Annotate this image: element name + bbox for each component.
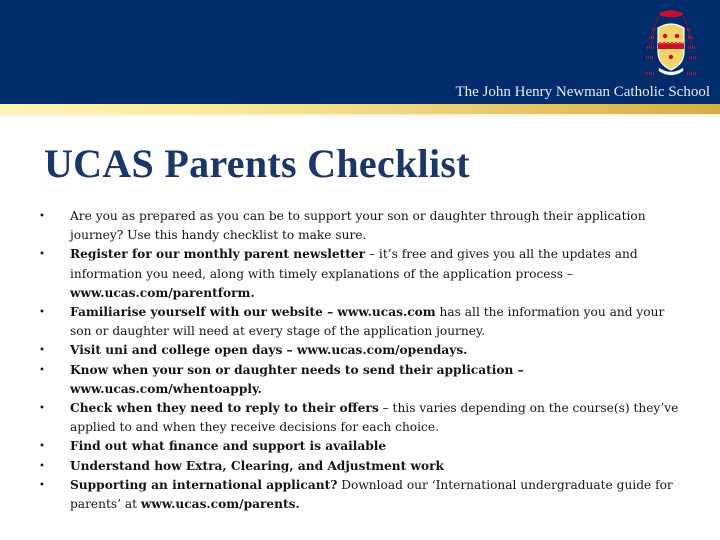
bullet-icon: • bbox=[39, 345, 45, 357]
item-text: Download our ‘International undergraduate guide for parents’ at bbox=[70, 477, 673, 512]
list-item bbox=[36, 303, 686, 341]
list-item bbox=[36, 207, 686, 245]
item-text-bold: Find out what finance and support is available bbox=[70, 439, 387, 454]
item-text: – it’s free and gives you all the updates and information you need, along with timely explanations of the application process – bbox=[70, 247, 638, 281]
item-text-bold: Understand how Extra, Clearing, and Adjustment work bbox=[70, 458, 444, 473]
item-text-bold[interactable]: Familiarise yourself with our website – www.ucas.com bbox=[70, 305, 436, 320]
list-item bbox=[36, 361, 686, 399]
item-text-bold: Supporting an international applicant? bbox=[70, 477, 338, 492]
school-crest-icon bbox=[641, 6, 701, 82]
item-text-bold: Check when they need to reply to their offers bbox=[70, 401, 379, 416]
bullet-icon: • bbox=[39, 441, 45, 453]
page-title: UCAS Parents Checklist bbox=[44, 141, 470, 186]
link-parents[interactable]: www.ucas.com/parents. bbox=[140, 497, 300, 512]
item-text-bold: Register for our monthly parent newsletter bbox=[70, 247, 366, 262]
item-text-bold[interactable]: Visit uni and college open days – www.ucas.com/opendays. bbox=[70, 343, 468, 358]
checklist bbox=[36, 207, 686, 514]
item-text: has all the information you and your son or daughter will need at every stage of the application journey. bbox=[70, 305, 665, 339]
bullet-icon: • bbox=[39, 403, 45, 415]
item-text: – this varies depending on the course(s) they’ve applied to and when they receive decisions for each choice. bbox=[70, 401, 679, 435]
list-item bbox=[36, 245, 686, 303]
list-item bbox=[36, 399, 686, 437]
item-text: Are you as prepared as you can be to support your son or daughter through their application journey? Use this handy checklist to make sure. bbox=[70, 209, 646, 243]
header-banner bbox=[0, 0, 720, 104]
list-item bbox=[36, 341, 686, 360]
bullet-icon: • bbox=[39, 460, 45, 472]
school-name: The John Henry Newman Catholic School bbox=[455, 84, 710, 100]
bullet-icon: • bbox=[39, 307, 45, 319]
gold-divider-shadow bbox=[0, 114, 720, 118]
list-item bbox=[36, 457, 686, 476]
gold-divider-bar bbox=[0, 104, 720, 114]
list-item bbox=[36, 476, 686, 514]
bullet-icon: • bbox=[39, 479, 45, 491]
list-item bbox=[36, 437, 686, 456]
link-parentform[interactable]: www.ucas.com/parentform. bbox=[70, 285, 255, 300]
item-text-bold[interactable]: Know when your son or daughter needs to send their application – www.ucas.com/whentoapply. bbox=[70, 362, 524, 396]
bullet-icon: • bbox=[39, 364, 45, 376]
bullet-icon: • bbox=[39, 211, 45, 222]
bullet-icon: • bbox=[39, 249, 45, 261]
